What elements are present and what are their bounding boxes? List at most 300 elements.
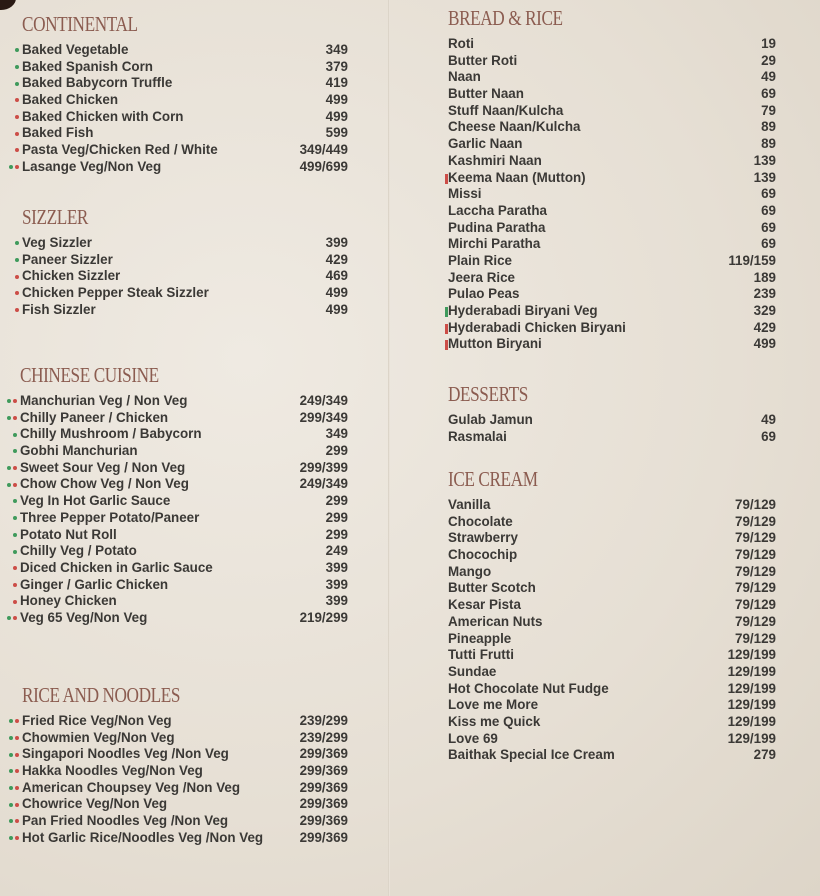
diet-indicator	[15, 302, 19, 319]
diet-indicator	[7, 476, 17, 493]
menu-item	[448, 270, 776, 287]
menu-item	[22, 125, 348, 142]
item-name-text: American Choupsey Veg /Non Veg	[22, 779, 241, 795]
menu-item	[448, 320, 776, 337]
item-name-text: Sweet Sour Veg / Non Veg	[20, 459, 186, 475]
diet-indicator	[13, 543, 17, 560]
diet-indicator	[7, 393, 17, 410]
diet-indicator	[15, 109, 19, 126]
menu-item	[448, 597, 776, 614]
menu-item	[22, 235, 348, 252]
menu-item	[448, 647, 776, 664]
section-title: CHINESE CUISINE	[20, 363, 159, 387]
diet-indicator	[7, 410, 17, 427]
menu-item	[20, 593, 348, 610]
veg-dot-icon	[7, 483, 11, 487]
non-veg-dot-icon	[15, 148, 19, 152]
item-price: 249/349	[299, 476, 348, 492]
item-name-text: Ginger / Garlic Chicken	[20, 576, 169, 592]
diet-indicator	[13, 443, 17, 460]
item-name	[20, 510, 199, 527]
item-name-text: Keema Naan (Mutton)	[448, 169, 586, 185]
menu-item	[22, 285, 348, 302]
item-name-text: Pan Fried Noodles Veg /Non Veg	[22, 813, 229, 829]
non-veg-dot-icon	[15, 132, 19, 136]
item-price: 299/369	[299, 829, 348, 845]
non-veg-dot-icon	[15, 803, 19, 807]
diet-indicator	[9, 780, 19, 797]
item-name-text: Tutti Frutti	[448, 647, 514, 663]
non-veg-dot-icon	[15, 308, 19, 312]
item-name-text: Hakka Noodles Veg/Non Veg	[22, 763, 203, 779]
item-name-text: Singapori Noodles Veg /Non Veg	[22, 746, 229, 762]
menu-item	[448, 547, 776, 564]
item-name-text: Hyderabadi Chicken Biryani	[448, 319, 626, 335]
item-price: 79/129	[735, 630, 776, 646]
item-price: 129/199	[727, 680, 776, 696]
diet-indicator	[13, 593, 17, 610]
item-name	[448, 253, 512, 270]
menu-item	[20, 560, 348, 577]
diet-indicator	[13, 426, 17, 443]
menu-item	[22, 713, 348, 730]
item-name	[448, 286, 519, 303]
item-price: 79	[761, 102, 776, 118]
item-price: 89	[761, 136, 776, 152]
item-name	[22, 730, 175, 747]
item-name	[448, 186, 482, 203]
item-name-text: Chow Chow Veg / Non Veg	[20, 476, 189, 492]
item-name	[20, 527, 117, 544]
item-name	[22, 142, 218, 159]
item-name-text: Chocochip	[448, 547, 518, 563]
menu-item	[448, 681, 776, 698]
item-name	[448, 103, 563, 120]
item-name	[22, 59, 153, 76]
non-veg-dot-icon	[15, 719, 19, 723]
menu-item	[22, 92, 348, 109]
item-price: 249/349	[299, 393, 348, 408]
item-name	[448, 203, 547, 220]
item-price: 499	[325, 301, 348, 317]
menu-item	[20, 460, 348, 477]
item-name-text: Pulao Peas	[448, 286, 520, 302]
item-price: 49	[761, 69, 776, 85]
diet-indicator	[9, 746, 19, 763]
menu-item	[448, 119, 776, 136]
item-price: 239	[753, 286, 776, 302]
menu-item	[22, 142, 348, 159]
item-name-text: Naan	[448, 69, 481, 85]
diet-indicator	[9, 813, 19, 830]
menu-item	[448, 514, 776, 531]
non-veg-dot-icon	[15, 769, 19, 773]
item-name-text: Baked Chicken	[22, 92, 119, 108]
veg-dot-icon	[9, 836, 13, 840]
item-price: 129/199	[727, 697, 776, 713]
item-price: 499	[325, 108, 348, 124]
section-title: ICE CREAM	[448, 467, 538, 491]
item-name	[22, 159, 161, 176]
item-name	[22, 109, 183, 126]
item-price: 189	[753, 269, 776, 285]
menu-item	[20, 610, 348, 627]
menu-item	[448, 303, 776, 320]
veg-dot-icon	[9, 165, 13, 169]
item-name-text: Hot Garlic Rice/Noodles Veg /Non Veg	[22, 829, 264, 845]
item-price: 69	[761, 202, 776, 218]
non-veg-dot-icon	[13, 483, 17, 487]
item-name-text: Jeera Rice	[448, 269, 516, 285]
item-price: 89	[761, 119, 776, 135]
veg-dot-icon	[9, 736, 13, 740]
item-name-text: Chowmien Veg/Non Veg	[22, 729, 175, 745]
item-name	[448, 170, 586, 187]
menu-item	[22, 109, 348, 126]
item-name-text: Manchurian Veg / Non Veg	[20, 393, 188, 408]
item-price: 299/369	[299, 746, 348, 762]
item-price: 79/129	[735, 547, 776, 563]
section-continental	[22, 12, 348, 176]
item-name-text: Honey Chicken	[20, 593, 117, 609]
item-name-text: Hot Chocolate Nut Fudge	[448, 680, 609, 696]
item-name-text: Missi	[448, 186, 482, 202]
item-price: 419	[325, 75, 348, 91]
menu-item	[448, 136, 776, 153]
item-name	[448, 270, 515, 287]
item-name-text: Butter Naan	[448, 86, 524, 102]
non-veg-dot-icon	[15, 786, 19, 790]
item-price: 279	[753, 747, 776, 763]
veg-dot-icon	[15, 258, 19, 262]
non-veg-dot-icon	[13, 466, 17, 470]
item-name	[20, 476, 189, 493]
item-price: 69	[761, 428, 776, 444]
item-name	[22, 746, 229, 763]
item-name	[448, 631, 511, 648]
menu-item	[22, 75, 348, 92]
item-name	[22, 830, 263, 847]
menu-item	[448, 714, 776, 731]
item-name	[20, 610, 147, 627]
menu-item	[448, 153, 776, 170]
item-name	[20, 410, 168, 427]
non-veg-dot-icon	[15, 736, 19, 740]
veg-dot-icon	[15, 65, 19, 69]
non-veg-dot-icon	[15, 291, 19, 295]
veg-dot-icon	[13, 516, 17, 520]
restaurant-logo	[0, 0, 16, 10]
item-name-text: Diced Chicken in Garlic Sauce	[20, 559, 213, 575]
menu-item	[22, 763, 348, 780]
veg-marker-icon	[445, 307, 448, 317]
item-name	[448, 547, 517, 564]
non-veg-dot-icon	[13, 600, 17, 604]
diet-indicator	[13, 560, 17, 577]
veg-dot-icon	[9, 753, 13, 757]
menu-item	[20, 493, 348, 510]
item-name	[22, 75, 172, 92]
item-name	[448, 731, 498, 748]
item-name	[448, 580, 536, 597]
menu-item	[20, 426, 348, 443]
veg-dot-icon	[13, 433, 17, 437]
item-name	[448, 336, 542, 353]
menu-item	[448, 203, 776, 220]
menu-item	[448, 86, 776, 103]
item-name-text: Sundae	[448, 663, 497, 679]
veg-dot-icon	[9, 819, 13, 823]
non-veg-dot-icon	[13, 583, 17, 587]
menu-item	[448, 220, 776, 237]
item-name	[20, 393, 187, 410]
diet-indicator	[15, 142, 19, 159]
menu-item	[20, 393, 348, 410]
item-name	[448, 514, 513, 531]
menu-item	[448, 286, 776, 303]
menu-item	[22, 159, 348, 176]
item-price: 299/369	[299, 813, 348, 829]
section-chinese-cuisine	[20, 363, 348, 627]
diet-indicator	[9, 763, 19, 780]
item-name-text: Chicken Sizzler	[22, 268, 121, 284]
diet-indicator	[15, 125, 19, 142]
item-name	[448, 664, 496, 681]
item-price: 399	[325, 559, 348, 575]
diet-indicator	[15, 59, 19, 76]
veg-dot-icon	[7, 616, 11, 620]
menu-item	[448, 747, 776, 764]
menu-item	[20, 577, 348, 594]
item-price: 429	[325, 251, 348, 267]
item-price: 249	[325, 543, 348, 559]
item-name-text: Kiss me Quick	[448, 713, 541, 729]
item-name	[448, 320, 626, 337]
menu-item	[448, 697, 776, 714]
item-price: 129/199	[727, 647, 776, 663]
menu-item	[448, 253, 776, 270]
veg-dot-icon	[15, 82, 19, 86]
item-price: 119/159	[728, 252, 776, 268]
item-name-text: Baked Chicken with Corn	[22, 108, 184, 124]
item-name	[448, 714, 540, 731]
veg-dot-icon	[7, 466, 11, 470]
item-name-text: Veg In Hot Garlic Sauce	[20, 493, 171, 509]
non-veg-dot-icon	[13, 416, 17, 420]
item-price: 219/299	[299, 609, 348, 625]
item-price: 79/129	[735, 613, 776, 629]
item-name-text: Stuff Naan/Kulcha	[448, 102, 564, 118]
item-name	[22, 92, 118, 109]
diet-indicator	[15, 268, 19, 285]
diet-indicator	[15, 252, 19, 269]
item-name-text: Lasange Veg/Non Veg	[22, 158, 162, 174]
item-name-text: Pineapple	[448, 630, 512, 646]
item-name	[22, 302, 96, 319]
non-veg-dot-icon	[13, 399, 17, 403]
non-veg-dot-icon	[15, 753, 19, 757]
item-price: 399	[325, 576, 348, 592]
item-name	[448, 220, 545, 237]
item-name-text: Rasmalai	[448, 428, 507, 444]
diet-indicator	[15, 92, 19, 109]
diet-indicator	[9, 830, 19, 847]
section-title: CONTINENTAL	[22, 12, 138, 36]
non-veg-dot-icon	[15, 115, 19, 119]
item-price: 239/299	[299, 713, 348, 728]
item-name	[448, 697, 538, 714]
menu-item	[448, 412, 776, 429]
page-fold-divider	[388, 0, 390, 896]
item-price: 79/129	[735, 497, 776, 512]
section-title: BREAD & RICE	[448, 6, 563, 30]
item-name-text: Chowrice Veg/Non Veg	[22, 796, 168, 812]
non-veg-marker-icon	[445, 340, 448, 350]
item-name	[448, 530, 518, 547]
item-price: 499	[753, 336, 776, 352]
item-name	[448, 136, 522, 153]
item-name-text: Chilly Veg / Potato	[20, 543, 137, 559]
item-price: 349/449	[299, 142, 348, 158]
menu-item	[448, 429, 776, 446]
item-name-text: American Nuts	[448, 613, 543, 629]
item-price: 129/199	[727, 663, 776, 679]
diet-indicator	[13, 527, 17, 544]
menu-item	[22, 252, 348, 269]
item-name	[22, 252, 113, 269]
diet-indicator	[13, 493, 17, 510]
menu-item	[22, 268, 348, 285]
item-price: 299/349	[299, 409, 348, 425]
item-price: 129/199	[727, 713, 776, 729]
veg-dot-icon	[13, 550, 17, 554]
menu-item	[448, 614, 776, 631]
item-name-text: Gulab Jamun	[448, 412, 533, 427]
item-price: 299	[325, 443, 348, 459]
menu-item	[22, 830, 348, 847]
veg-dot-icon	[9, 803, 13, 807]
menu-item	[448, 564, 776, 581]
diet-indicator	[9, 730, 19, 747]
item-name-text: Three Pepper Potato/Paneer	[20, 509, 200, 525]
menu-item	[22, 42, 348, 59]
non-veg-dot-icon	[15, 98, 19, 102]
non-veg-dot-icon	[15, 836, 19, 840]
item-name	[20, 560, 213, 577]
item-price: 399	[325, 593, 348, 609]
item-name-text: Gobhi Manchurian	[20, 443, 138, 459]
item-price: 399	[325, 235, 348, 250]
item-name	[448, 36, 474, 53]
item-price: 299/369	[299, 763, 348, 779]
diet-indicator	[7, 460, 17, 477]
item-name-text: Pasta Veg/Chicken Red / White	[22, 142, 218, 158]
section-sizzler	[22, 205, 348, 318]
item-price: 299	[325, 526, 348, 542]
item-name-text: Baked Fish	[22, 125, 94, 141]
item-name	[20, 493, 170, 510]
menu-item	[448, 53, 776, 70]
item-name-text: Chicken Pepper Steak Sizzler	[22, 285, 209, 301]
item-price: 139	[753, 169, 776, 185]
item-price: 299	[325, 509, 348, 525]
item-price: 69	[761, 86, 776, 102]
item-name	[22, 713, 172, 730]
section-title: RICE AND NOODLES	[22, 683, 180, 707]
item-price: 79/129	[735, 597, 776, 613]
item-name	[448, 119, 580, 136]
non-veg-dot-icon	[15, 275, 19, 279]
item-name-text: Plain Rice	[448, 252, 513, 268]
item-name	[448, 564, 491, 581]
item-price: 69	[761, 219, 776, 235]
item-name	[448, 497, 490, 514]
item-name-text: Baked Spanish Corn	[22, 58, 153, 74]
menu-item	[448, 631, 776, 648]
diet-indicator	[15, 42, 19, 59]
item-price: 19	[761, 36, 776, 51]
item-name-text: Kashmiri Naan	[448, 152, 542, 168]
item-name	[448, 69, 481, 86]
item-name-text: Love me More	[448, 697, 539, 713]
menu-item	[448, 580, 776, 597]
menu-item	[448, 170, 776, 187]
non-veg-marker-icon	[445, 324, 448, 334]
diet-indicator	[7, 610, 17, 627]
item-name-text: Mutton Biryani	[448, 336, 542, 352]
item-name	[20, 593, 117, 610]
item-name	[448, 647, 514, 664]
item-name	[448, 53, 517, 70]
menu-item	[448, 36, 776, 53]
menu-item	[448, 103, 776, 120]
item-price: 239/299	[299, 729, 348, 745]
item-name	[20, 543, 137, 560]
item-name-text: Chilly Paneer / Chicken	[20, 409, 169, 425]
item-price: 499	[325, 285, 348, 301]
item-price: 299/399	[299, 459, 348, 475]
menu-item	[20, 476, 348, 493]
item-price: 499	[325, 92, 348, 108]
item-name	[22, 235, 92, 252]
menu-item	[448, 530, 776, 547]
veg-dot-icon	[15, 48, 19, 52]
item-name-text: Garlic Naan	[448, 136, 523, 152]
veg-dot-icon	[13, 533, 17, 537]
item-name	[20, 443, 138, 460]
menu-item	[22, 302, 348, 319]
menu-item	[22, 746, 348, 763]
menu-item	[448, 336, 776, 353]
item-name-text: Butter Scotch	[448, 580, 536, 596]
item-price: 349	[325, 42, 348, 57]
veg-dot-icon	[9, 769, 13, 773]
section-title: SIZZLER	[22, 205, 89, 229]
item-name-text: Paneer Sizzler	[22, 251, 113, 267]
menu-item	[22, 813, 348, 830]
menu-item	[20, 543, 348, 560]
item-price: 429	[753, 319, 776, 335]
item-name-text: Mirchi Paratha	[448, 236, 541, 252]
item-price: 69	[761, 186, 776, 202]
item-price: 129/199	[727, 730, 776, 746]
item-name-text: Potato Nut Roll	[20, 526, 117, 542]
menu-item	[448, 731, 776, 748]
item-name	[22, 813, 228, 830]
item-price: 299	[325, 493, 348, 509]
veg-dot-icon	[13, 449, 17, 453]
item-name	[448, 303, 598, 320]
